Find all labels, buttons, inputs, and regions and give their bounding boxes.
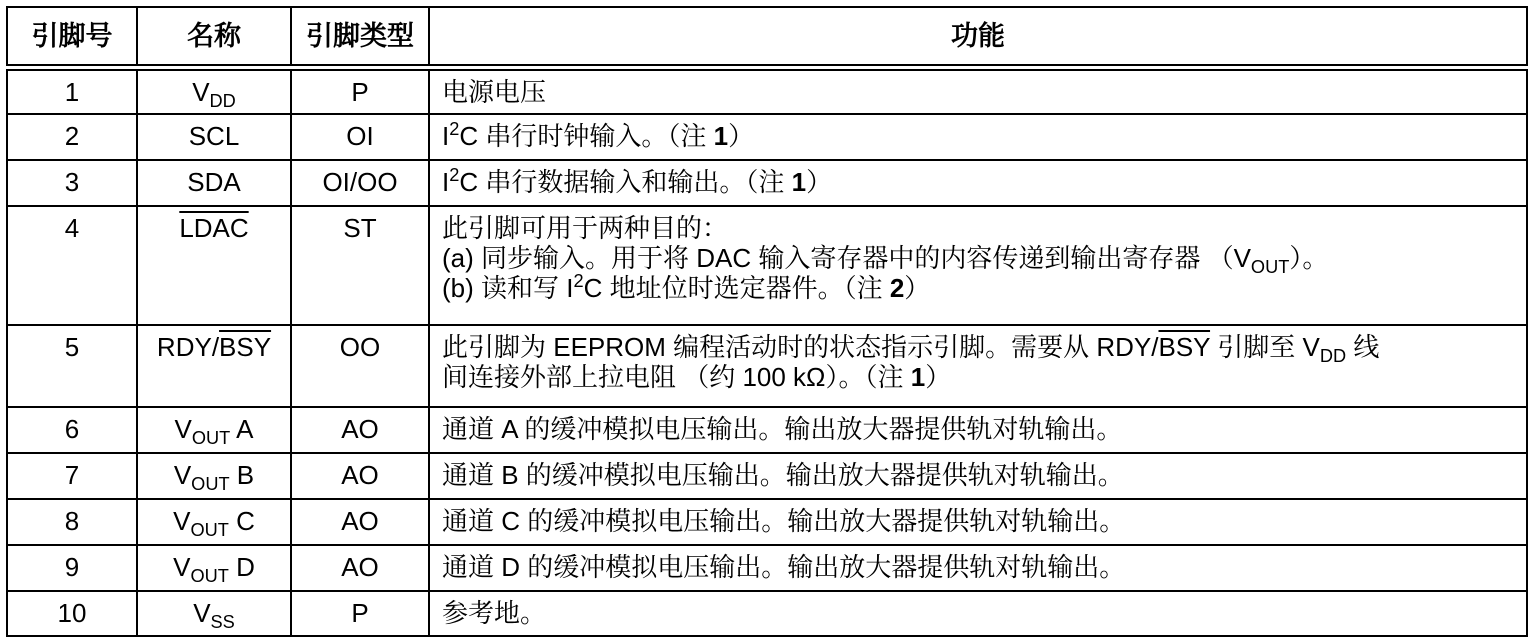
function-line: 此引脚为 EEPROM 编程活动时的状态指示引脚。需要从 RDY/$\overline{BSY}$ 引脚至 $V_{DD}$ 线 bbox=[442, 332, 1380, 366]
pin-name: $V_{OUT}$ A bbox=[137, 407, 291, 453]
pin-name: SCL bbox=[137, 114, 291, 160]
pin-function: 通道 A 的缓冲模拟电压输出。输出放大器提供轨对轨输出。 bbox=[429, 407, 1527, 453]
table-row bbox=[7, 453, 1527, 499]
pin-number: 6 bbox=[7, 407, 137, 453]
pin-type: ST bbox=[291, 206, 429, 325]
table-row bbox=[7, 545, 1527, 591]
function-line: 间连接外部上拉电阻 （约 100 kΩ）。（注 1） bbox=[442, 362, 952, 392]
header-pin-type: 引脚类型 bbox=[291, 7, 429, 68]
pin-number: 7 bbox=[7, 453, 137, 499]
table-row bbox=[7, 591, 1527, 636]
overlined-name: LDAC bbox=[179, 213, 249, 243]
table-row bbox=[7, 68, 1527, 115]
table-row bbox=[7, 114, 1527, 160]
pin-type: OI/OO bbox=[291, 160, 429, 206]
pin-name: $V_{SS}$ bbox=[137, 591, 291, 636]
pin-number: 4 bbox=[7, 206, 137, 325]
pin-type: OO bbox=[291, 325, 429, 407]
pin-name: SDA bbox=[137, 160, 291, 206]
header-pin-number: 引脚号 bbox=[7, 7, 137, 68]
pin-function: 通道 D 的缓冲模拟电压输出。输出放大器提供轨对轨输出。 bbox=[429, 545, 1527, 591]
pin-name: $V_{OUT}$ D bbox=[137, 545, 291, 591]
table-row bbox=[7, 325, 1527, 407]
table-row bbox=[7, 407, 1527, 453]
table-row bbox=[7, 206, 1527, 325]
pin-name bbox=[137, 206, 291, 325]
function-line: 此引脚可用于两种目的： bbox=[442, 213, 729, 243]
pin-name: $V_{OUT}$ B bbox=[137, 453, 291, 499]
pin-number: 10 bbox=[7, 591, 137, 636]
table-row bbox=[7, 499, 1527, 545]
header-name: 名称 bbox=[137, 7, 291, 68]
pin-description-table-wrapper bbox=[6, 6, 1526, 637]
pin-type: AO bbox=[291, 407, 429, 453]
pin-type: P bbox=[291, 591, 429, 636]
function-line: (a) 同步输入。用于将 DAC 输入寄存器中的内容传递到输出寄存器 $(V_{OUT})$。 bbox=[442, 243, 1329, 277]
pin-function: $I^2C$ 串行数据输入和输出。（注 1） bbox=[429, 160, 1527, 206]
pin-number: 9 bbox=[7, 545, 137, 591]
pin-name: $V_{OUT}$ C bbox=[137, 499, 291, 545]
pin-number: 5 bbox=[7, 325, 137, 407]
pin-function bbox=[429, 206, 1527, 325]
pin-number: 8 bbox=[7, 499, 137, 545]
pin-function: 通道 B 的缓冲模拟电压输出。输出放大器提供轨对轨输出。 bbox=[429, 453, 1527, 499]
pin-type: AO bbox=[291, 453, 429, 499]
pin-function: 参考地。 bbox=[429, 591, 1527, 636]
pin-name: $V_{DD}$ bbox=[137, 68, 291, 115]
function-line: (b) 读和写 $I^2C$ 地址位时选定器件。（注 2） bbox=[442, 271, 931, 303]
pin-description-table bbox=[6, 6, 1528, 637]
pin-type: AO bbox=[291, 499, 429, 545]
pin-number: 1 bbox=[7, 68, 137, 115]
pin-name: RDY/$\overline{BSY}$ bbox=[137, 325, 291, 407]
pin-type: AO bbox=[291, 545, 429, 591]
pin-function: 电源电压 bbox=[429, 68, 1527, 115]
pin-number: 3 bbox=[7, 160, 137, 206]
pin-function: $I^2C$ 串行时钟输入。（注 1） bbox=[429, 114, 1527, 160]
table-header-row bbox=[7, 7, 1527, 68]
pin-number: 2 bbox=[7, 114, 137, 160]
pin-type: P bbox=[291, 68, 429, 115]
pin-function bbox=[429, 325, 1527, 407]
header-function: 功能 bbox=[429, 7, 1527, 68]
pin-function: 通道 C 的缓冲模拟电压输出。输出放大器提供轨对轨输出。 bbox=[429, 499, 1527, 545]
table-row bbox=[7, 160, 1527, 206]
pin-type: OI bbox=[291, 114, 429, 160]
